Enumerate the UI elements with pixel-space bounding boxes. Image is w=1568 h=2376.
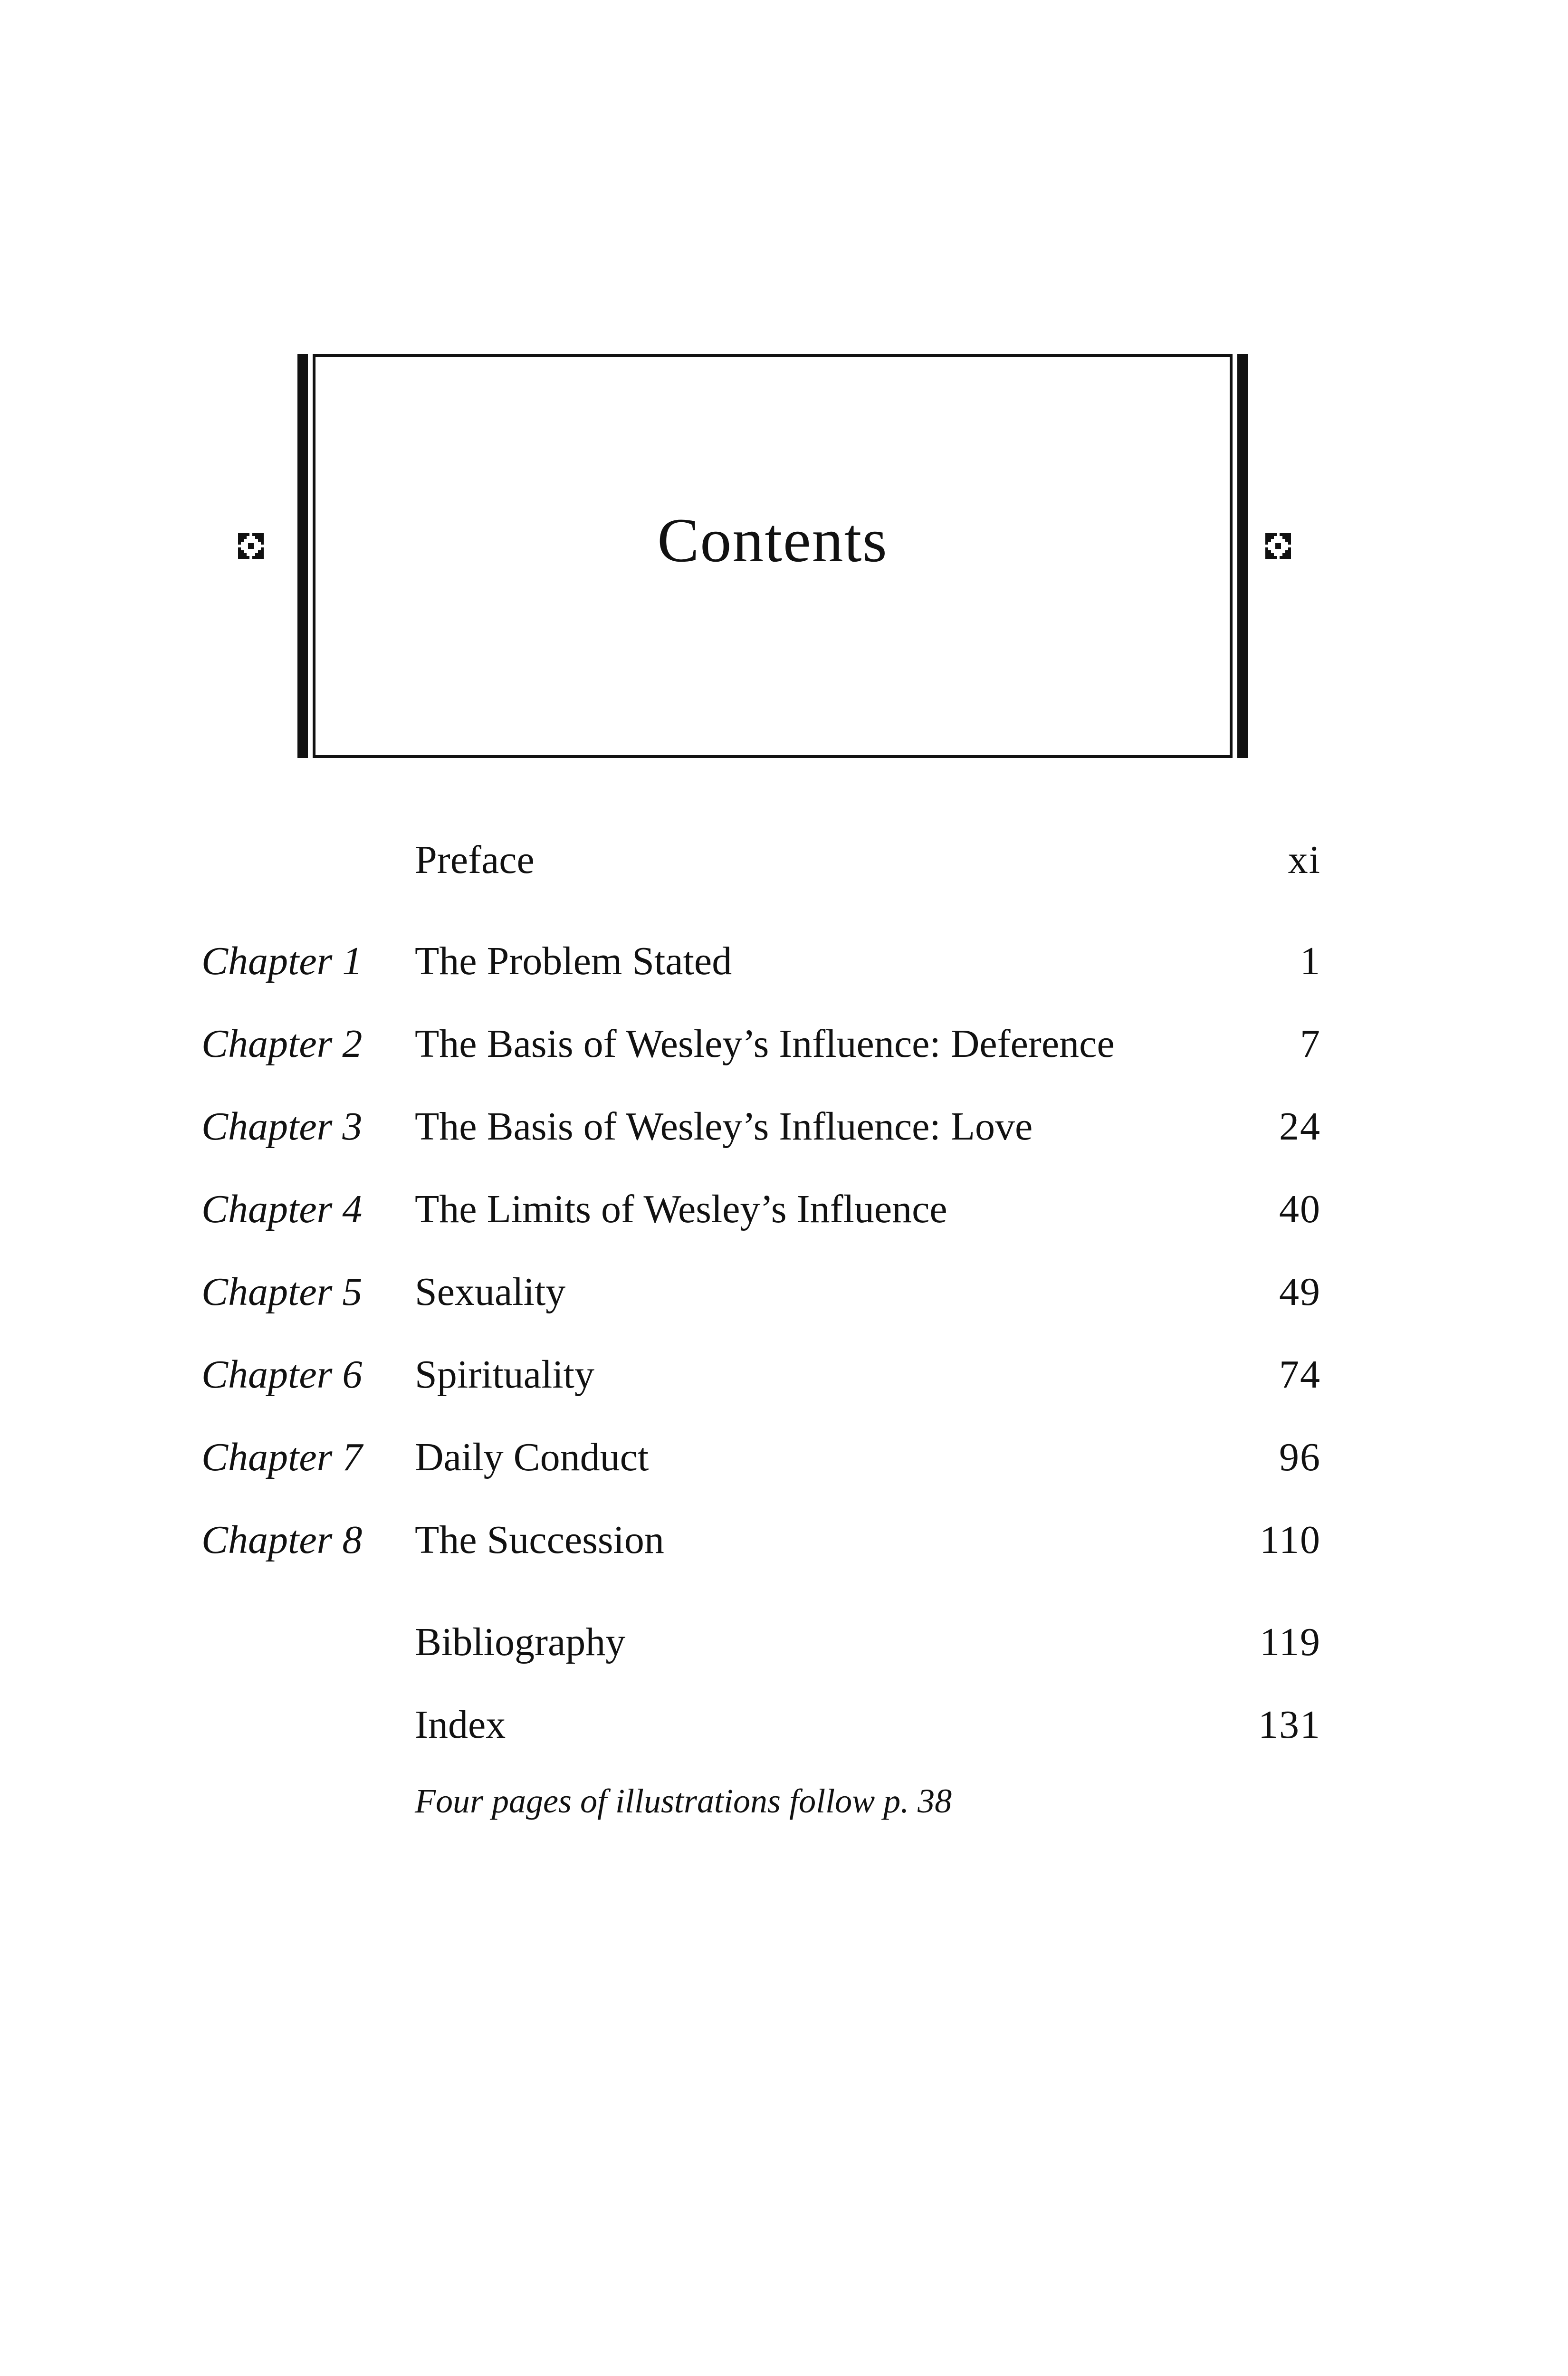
frame-right-bar bbox=[1237, 354, 1248, 758]
toc-entry-index bbox=[0, 1696, 1568, 1753]
toc-entry-chapter-6 bbox=[0, 1346, 1568, 1403]
toc-entry-title: Bibliography bbox=[415, 1620, 626, 1664]
toc-entry-chapter-4 bbox=[0, 1181, 1568, 1238]
toc-entry-title: The Limits of Wesley’s Influence bbox=[415, 1187, 947, 1231]
toc-entry-page: 119 bbox=[1260, 1620, 1321, 1664]
toc-entry-page: 24 bbox=[1279, 1104, 1321, 1149]
toc-entry-chapter-3 bbox=[0, 1098, 1568, 1155]
chapter-label: Chapter 6 bbox=[201, 1352, 363, 1397]
toc-entry-chapter-8 bbox=[0, 1512, 1568, 1569]
title-frame bbox=[297, 354, 1248, 758]
toc-entry-page: 131 bbox=[1258, 1703, 1321, 1747]
toc-entry-chapter-5 bbox=[0, 1264, 1568, 1321]
toc-entry-title: The Problem Stated bbox=[415, 939, 732, 983]
chapter-label: Chapter 4 bbox=[201, 1187, 363, 1231]
illustrations-note: Four pages of illustrations follow p. 38 bbox=[415, 1782, 952, 1820]
quatrefoil-ornament-icon bbox=[234, 529, 268, 563]
toc-entry-chapter-1 bbox=[0, 933, 1568, 990]
toc-entry-title: Sexuality bbox=[415, 1270, 566, 1314]
frame-box bbox=[313, 354, 1233, 758]
toc-entry-bibliography bbox=[0, 1614, 1568, 1671]
toc-entry-page: 7 bbox=[1300, 1022, 1321, 1066]
chapter-label: Chapter 1 bbox=[201, 939, 363, 983]
toc-entry-title: The Basis of Wesley’s Influence: Love bbox=[415, 1104, 1033, 1149]
toc-entry-title: Spirituality bbox=[415, 1352, 594, 1397]
toc-entry-preface bbox=[0, 832, 1568, 889]
toc-entry-page: xi bbox=[1288, 838, 1321, 882]
toc-entry-page: 110 bbox=[1260, 1518, 1321, 1562]
frame-left-bar bbox=[297, 354, 308, 758]
toc-entry-chapter-2 bbox=[0, 1016, 1568, 1073]
toc-entry-page: 96 bbox=[1279, 1435, 1321, 1479]
quatrefoil-ornament-icon bbox=[1262, 529, 1295, 563]
toc-entry-title: The Succession bbox=[415, 1518, 664, 1562]
toc-entry-title: The Basis of Wesley’s Influence: Deference bbox=[415, 1022, 1115, 1066]
page-title: Contents bbox=[657, 505, 888, 575]
toc-entry-title: Preface bbox=[415, 838, 535, 882]
chapter-label: Chapter 2 bbox=[201, 1022, 363, 1066]
toc-entry-page: 40 bbox=[1279, 1187, 1321, 1231]
toc-entry-page: 49 bbox=[1279, 1270, 1321, 1314]
toc-entry-title: Daily Conduct bbox=[415, 1435, 649, 1479]
toc-entry-page: 1 bbox=[1300, 939, 1321, 983]
toc-entry-title: Index bbox=[415, 1703, 506, 1747]
toc-entry-page: 74 bbox=[1279, 1352, 1321, 1397]
chapter-label: Chapter 5 bbox=[201, 1270, 363, 1314]
chapter-label: Chapter 3 bbox=[201, 1104, 363, 1149]
toc-entry-chapter-7 bbox=[0, 1429, 1568, 1486]
chapter-label: Chapter 8 bbox=[201, 1518, 363, 1562]
chapter-label: Chapter 7 bbox=[201, 1435, 363, 1479]
